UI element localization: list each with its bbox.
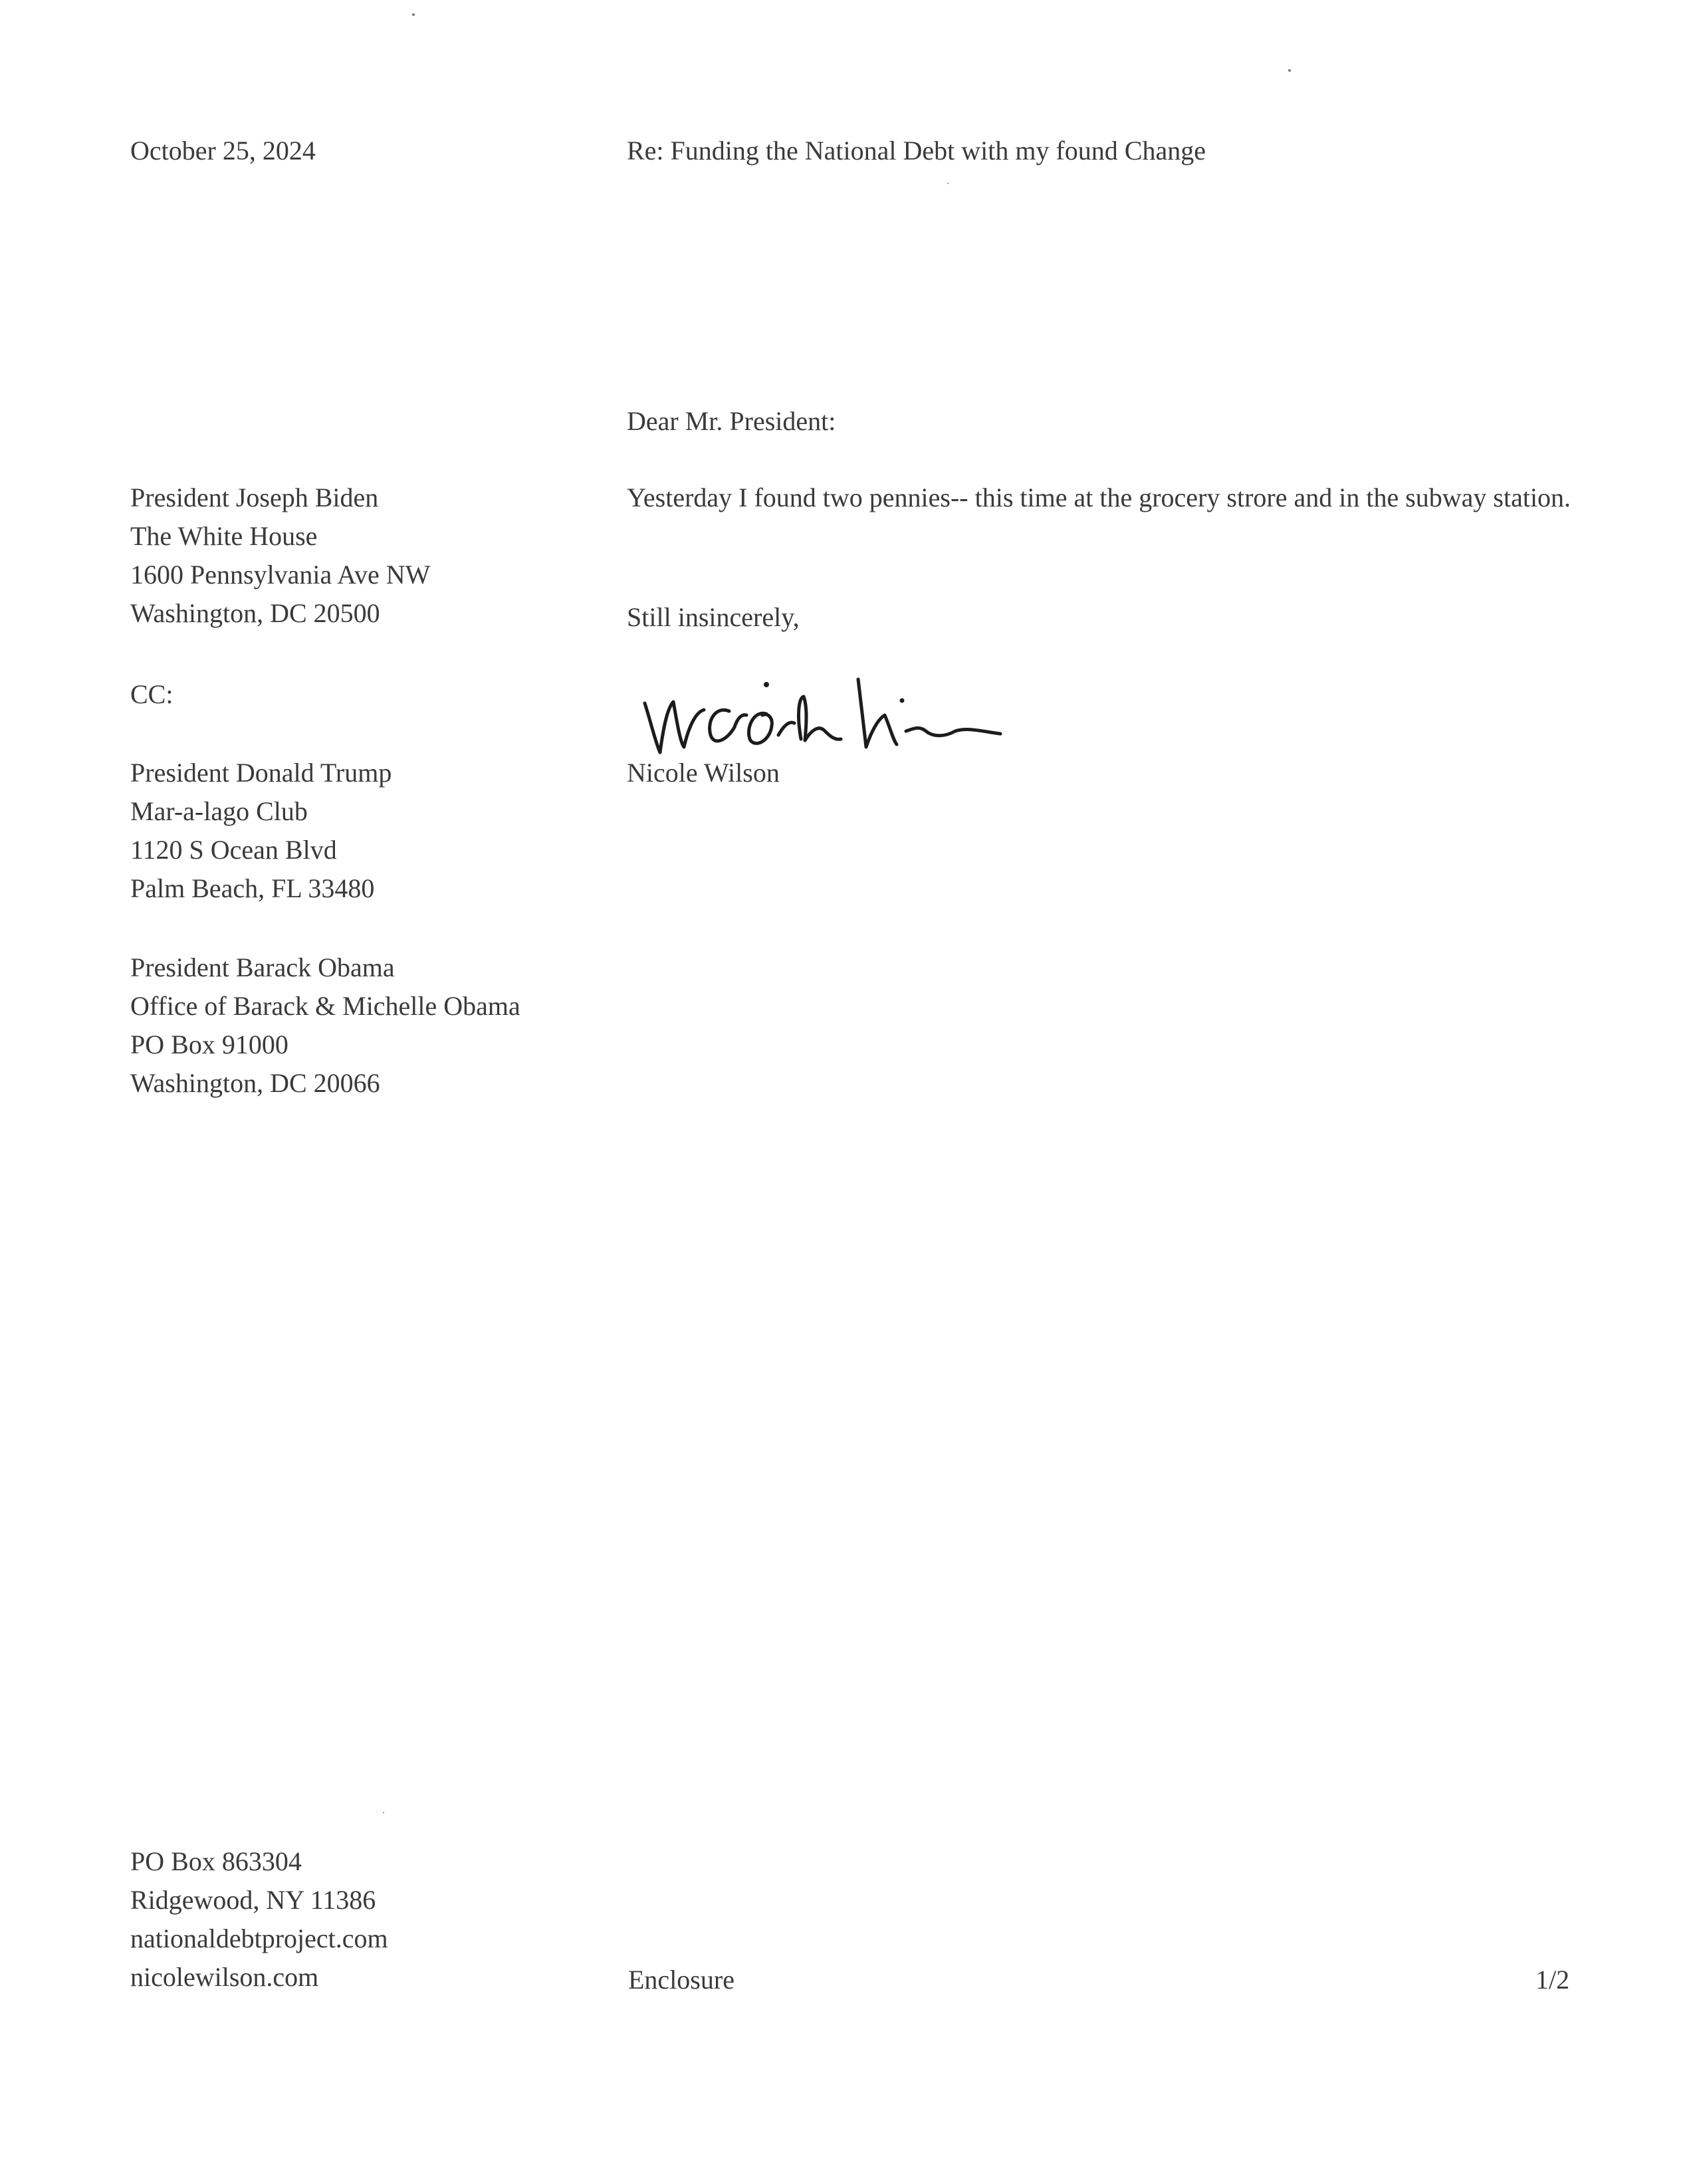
closing: Still insincerely, [627,602,800,632]
recipient-address [130,479,430,633]
cc-address-line: Palm Beach, FL 33480 [130,873,375,903]
sender-address [130,1842,388,1997]
cc-address-line: President Donald Trump [130,758,392,788]
cc-recipient-address [130,948,520,1103]
letter-subject: Re: Funding the National Debt with my found Change [627,136,1206,165]
cc-address-line: 1120 S Ocean Blvd [130,835,337,865]
recipient-line: 1600 Pennsylvania Ave NW [130,560,431,590]
sender-website: nicolewilson.com [130,1962,319,1992]
recipient-line: The White House [130,521,318,551]
cc-address-line: Washington, DC 20066 [130,1068,380,1098]
recipient-line: Washington, DC 20500 [130,598,380,628]
page-number: 1/2 [1535,1965,1570,1995]
letter-body: Yesterday I found two pennies-- this time at the grocery strore and in the subway station. [627,483,1571,512]
cc-address-line: Office of Barack & Michelle Obama [130,991,520,1021]
signature-image [641,670,1004,760]
signer-name: Nicole Wilson [627,758,780,788]
cc-address-line: President Barack Obama [130,952,395,982]
enclosure-note: Enclosure [628,1965,734,1995]
recipient-line: President Joseph Biden [130,483,379,512]
salutation: Dear Mr. President: [627,406,836,436]
letter-date: October 25, 2024 [130,136,316,165]
sender-line: PO Box 863304 [130,1846,302,1876]
cc-recipient-address [130,754,392,908]
cc-address-line: PO Box 91000 [130,1030,288,1059]
sender-website: nationaldebtproject.com [130,1923,388,1953]
cc-label: CC: [130,679,173,709]
sender-line: Ridgewood, NY 11386 [130,1885,376,1915]
cc-address-line: Mar-a-lago Club [130,796,308,826]
